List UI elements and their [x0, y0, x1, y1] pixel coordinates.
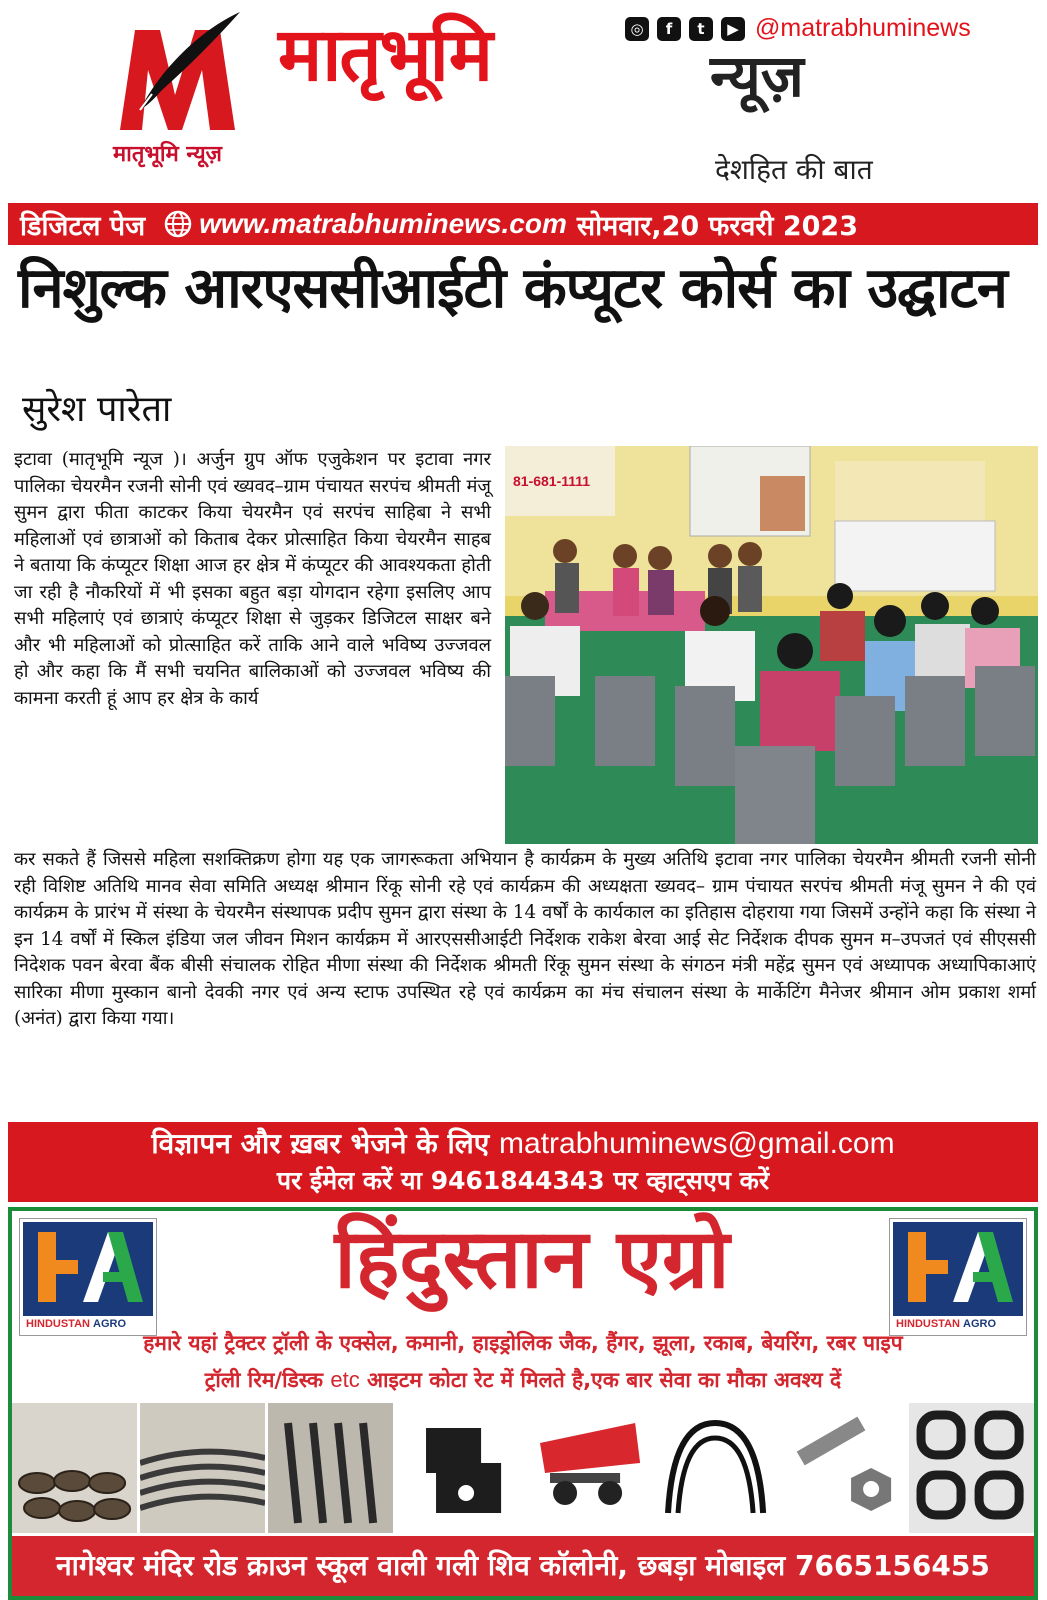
article-byline: सुरेश पारेता	[22, 389, 172, 430]
contact-prefix: विज्ञापन और ख़बर भेजने के लिए	[151, 1127, 490, 1160]
article-column-text: इटावा (मातृभूमि न्यूज )। अर्जुन ग्रुप ऑफ एजुकेशन पर इटावा नगर पालिका चेयरमैन रजनी सोनी एवं ख्यवद–ग्राम पंचायत सरपंच श्रीमती मंजू सुमन द्वारा फीता काटकर किया चेयरमैन एवं सरपंच साहिबा ने सभी महिलाओं एवं छात्राओं को किताब देकर प्रोत्साहित किया चेयरमैन साहब ने बताया कि कंप्यूटर शिक्षा आज हर क्षेत्र में कंप्यूटर की आवश्यकता होती जा रही है नौकरियों में भी इसका बहुत बड़ा योगदान रहेगा इसलिए आप सभी महिलाएं एवं छात्राएं कंप्यूटर शिक्षा से जुड़कर डिजिटल साक्षर बने और भी महिलाओं को प्रोत्साहित करें ताकि आने वाले भविष्य उज्जवल हो और कहा कि मैं सभी चयनित बालिकाओं को उज्जवल भविष्य की कामना करती हूं आप हर क्षेत्र के कार्य	[14, 449, 491, 709]
contact-email-link[interactable]: matrabhuminews@gmail.com	[499, 1127, 895, 1160]
advertisement	[8, 1207, 1038, 1600]
digital-page-label: डिजिटल पेज	[20, 210, 146, 242]
ad-logo-caption: HINDUSTAN AGRO	[23, 1316, 153, 1332]
contact-banner	[8, 1122, 1038, 1202]
youtube-icon[interactable]: ▶	[721, 17, 745, 41]
logo-caption: मातृभूमि न्यूज़	[113, 141, 222, 167]
social-handle[interactable]: @matrabhuminews	[755, 14, 971, 42]
product-d-rings	[909, 1403, 1034, 1533]
facebook-icon[interactable]: f	[657, 17, 681, 41]
ad-logo-caption: HINDUSTAN AGRO	[893, 1316, 1023, 1332]
ha-logo-icon	[893, 1222, 1023, 1310]
contact-line-1	[8, 1122, 1038, 1164]
product-tipping-trolley	[525, 1403, 650, 1533]
website-link[interactable]: www.matrabhuminews.com	[199, 208, 567, 239]
product-axle-bolts	[268, 1403, 393, 1533]
product-rubber-pipe	[653, 1403, 778, 1533]
event-photo	[505, 446, 1038, 844]
ad-address-bar: नागेश्वर मंदिर रोड क्राउन स्कूल वाली गली शिव कॉलोनी, छबड़ा मोबाइल 7665156455	[12, 1536, 1034, 1596]
product-hanger-bracket	[396, 1403, 521, 1533]
contact-line-2: पर ईमेल करें या 9461844343 पर व्हाट्सएप करें	[276, 1166, 770, 1195]
publish-date: सोमवार,20 फरवरी 2023	[576, 210, 858, 242]
globe-icon	[163, 209, 193, 239]
instagram-icon[interactable]: ◎	[625, 17, 649, 41]
product-gallery	[12, 1403, 1034, 1533]
article-body-text: कर सकते हैं जिससे महिला सशक्तिक्रण होगा यह एक जागरूकता अभियान है कार्यक्रम के मुख्य अतिथि इटावा नगर पालिका चेयरमैन श्रीमती रजनी सोनी रही विशिष्ट अतिथि मानव सेवा समिति अध्यक्ष श्रीमान रिंकू सोनी रहे एवं कार्यक्रम की अध्यक्षता ख्यवद– ग्राम पंचायत सरपंच श्रीमती मंजू सुमन ने की एवं कार्यक्रम के प्रारंभ में संस्था के चेयरमैन संस्थापक प्रदीप सुमन द्वारा संस्था के 14 वर्षों के कार्यकाल का इतिहास दोहराया गया जिसमें उन्होंने कहा कि संस्था ने इन 14 वर्षों में स्किल इंडिया जल जीवन मिशन कार्यक्रम में आरएससीआईटी निर्देशक राकेश बेरवा आई सेट निर्देशक दीपक सुमन म–उपजतं एवं सीएससी निदेशक पवन बेरवा बैंक बीसी संचालक रोहित मीणा संस्था की निर्देशक श्रीमती रिंकू सुमन संस्था के संगठन मंत्री महेंद्र सुमन एवं अध्यापक अध्यापिकाआएं सारिका मीणा मुस्कान बानो देवकी नगर एवं अन्य स्टाफ उपस्थित रहे एवं कार्यक्रम का मंच संचालन संस्था के मार्केटिंग मैनेजर श्रीमान ओम प्रकाश शर्मा (अनंत) द्वारा किया गया।	[14, 849, 1036, 1029]
ad-logo-right	[890, 1219, 1026, 1335]
tagline: देशहित की बात	[715, 153, 873, 186]
ad-products-line: हमारे यहां ट्रैक्टर ट्रॉली के एक्सेल, कमानी, हाइड्रोलिक जैक, हैंगर, झूला, रकाब, बेयरिंग, रबर पाइप	[143, 1331, 903, 1355]
twitter-icon[interactable]: t	[689, 17, 713, 41]
product-wheel-rims	[12, 1403, 137, 1533]
masthead-title: मातृभूमि	[278, 12, 492, 98]
poster-phone: 81-681-1111	[513, 473, 591, 489]
date-bar	[8, 203, 1038, 245]
product-bolt-nut	[781, 1403, 906, 1533]
social-links	[625, 14, 971, 43]
ad-logo-left	[20, 1219, 156, 1335]
masthead-news: न्यूज़	[710, 42, 804, 110]
article-headline: निशुल्क आरएससीआईटी कंप्यूटर कोर्स का उद्घाटन	[18, 256, 1007, 321]
product-leaf-springs	[140, 1403, 265, 1533]
ad-offer-line: ट्रॉली रिम/डिस्क etc आइटम कोटा रेट में मिलते है,एक बार सेवा का मौका अवश्य दें	[204, 1367, 842, 1392]
ha-logo-icon	[23, 1222, 153, 1310]
ad-title: हिंदुस्तान एग्रो	[334, 1212, 730, 1307]
